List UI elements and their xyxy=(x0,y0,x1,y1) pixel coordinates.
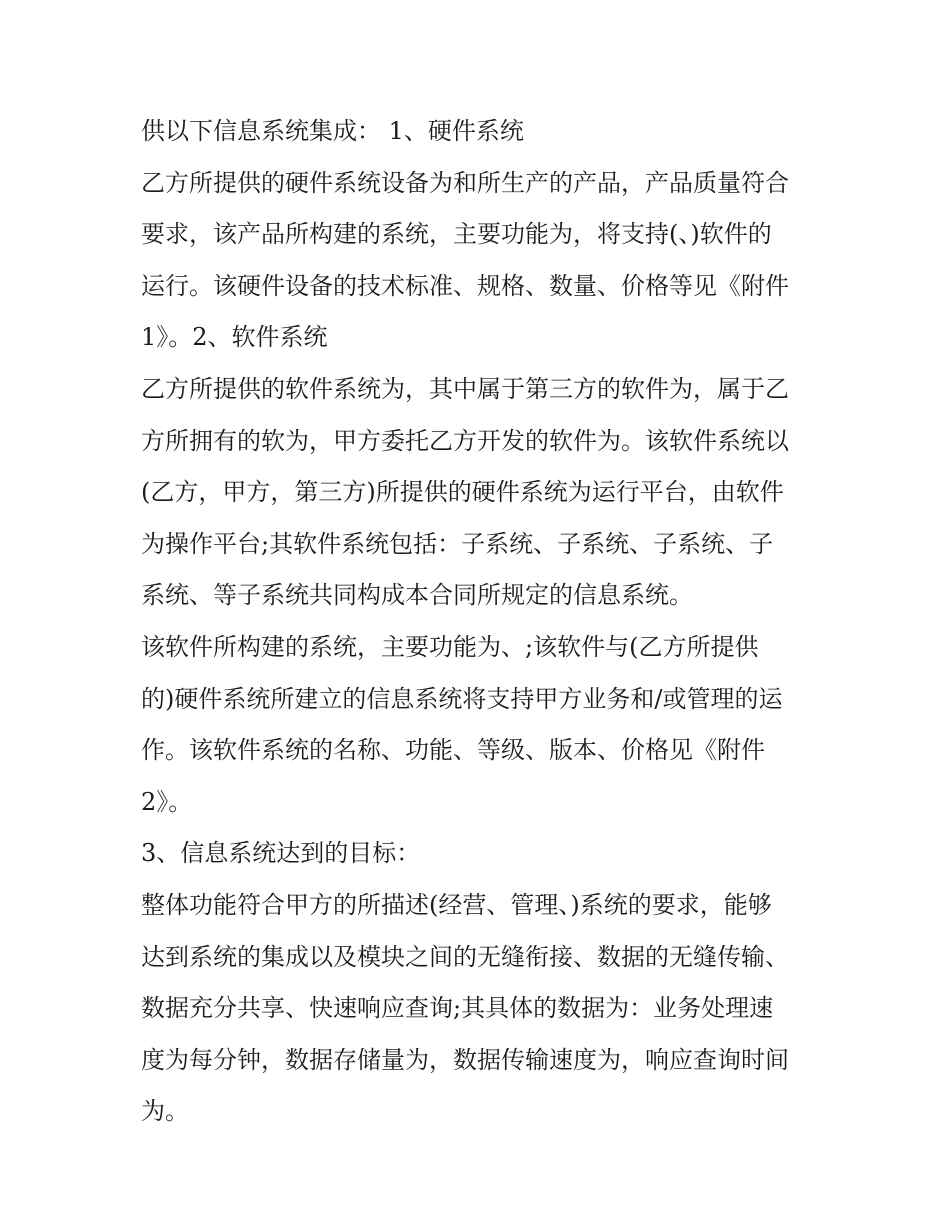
text-line: 供以下信息系统集成： 1、硬件系统 xyxy=(141,117,524,145)
text-line: 为操作平台;其软件系统包括：子系统、子系统、子系统、子 xyxy=(141,529,774,558)
text-line: 运行。该硬件设备的技术标准、规格、数量、价格等见《附件 xyxy=(141,271,789,300)
text-line: 该软件所构建的系统，主要功能为、;该软件与(乙方所提供 xyxy=(141,632,759,661)
text-line: 乙方所提供的硬件系统设备为和所生产的产品，产品质量符合 xyxy=(141,168,789,197)
text-line: 度为每分钟，数据存储量为，数据传输速度为，响应查询时间 xyxy=(141,1045,789,1074)
document-body xyxy=(141,106,816,1138)
text-line: (乙方，甲方，第三方)所提供的硬件系统为运行平台，由软件 xyxy=(141,478,784,507)
text-line: 作。该软件系统的名称、功能、等级、版本、价格见《附件 xyxy=(141,736,765,765)
text-line: 的)硬件系统所建立的信息系统将支持甲方业务和/或管理的运 xyxy=(141,684,783,713)
text-line: 2》。 xyxy=(141,787,193,816)
text-line: 方所拥有的软为，甲方委托乙方开发的软件为。该软件系统以 xyxy=(141,426,789,455)
text-line: 1》。2、软件系统 xyxy=(141,323,328,352)
text-line: 数据充分共享、快速响应查询;其具体的数据为：业务处理速 xyxy=(141,994,774,1023)
text-line: 3、信息系统达到的目标： xyxy=(141,839,421,868)
text-line: 达到系统的集成以及模块之间的无缝衔接、数据的无缝传输、 xyxy=(141,942,789,971)
text-line: 整体功能符合甲方的所描述(经营、管理、)系统的要求，能够 xyxy=(141,890,772,919)
text-line: 为。 xyxy=(141,1097,189,1126)
text-line: 乙方所提供的软件系统为，其中属于第三方的软件为，属于乙 xyxy=(141,374,789,403)
text-line: 系统、等子系统共同构成本合同所规定的信息系统。 xyxy=(141,581,693,610)
text-line: 要求，该产品所构建的系统，主要功能为，将支持(、)软件的 xyxy=(141,220,772,249)
